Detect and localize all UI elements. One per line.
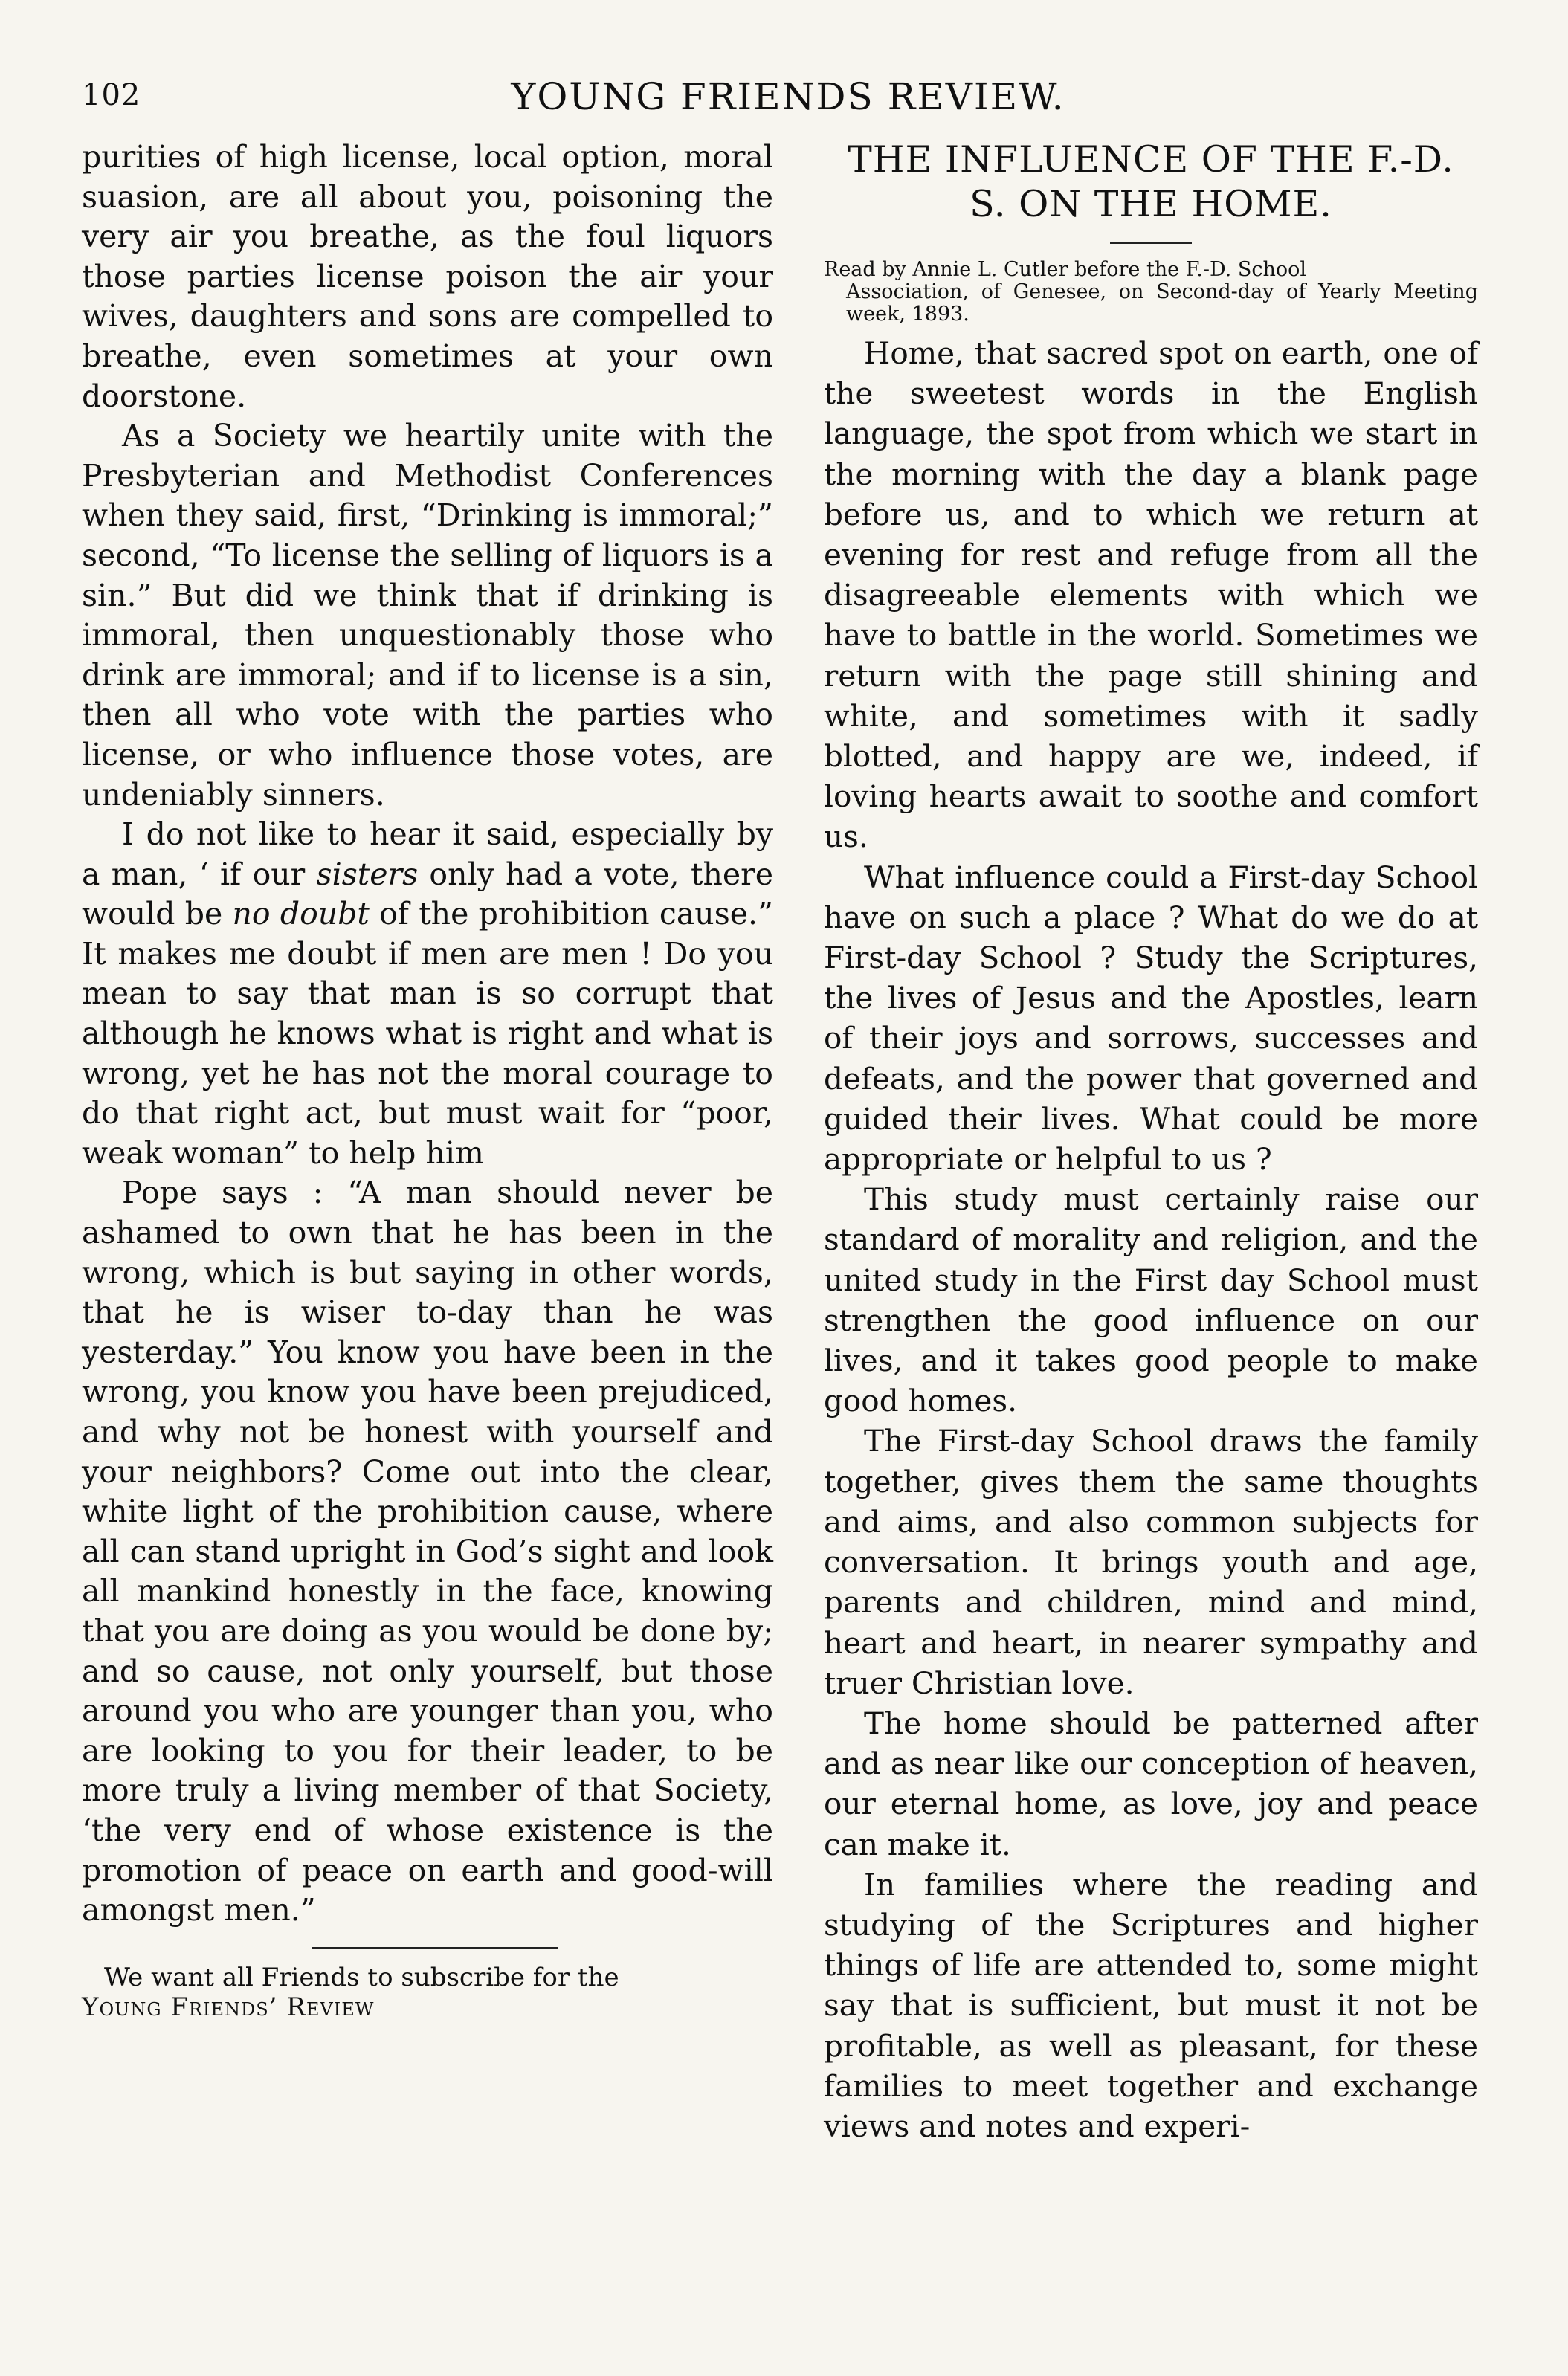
text-segment: I do not like to hear it said, especially by a man, ‘ if our xyxy=(82,816,773,892)
byline-line: Association, of Genesee, on Second-day of Yearly Meeting week, 1893. xyxy=(846,280,1478,326)
page-header xyxy=(82,75,1494,130)
page-number: 102 xyxy=(82,78,141,112)
paragraph: This study must certainly raise our standard of morality and religion, and the united study in the First day School must strengthen the good influence on our lives, and it takes good people to make good homes. xyxy=(824,1181,1478,1419)
paragraph xyxy=(82,138,773,416)
text-segment: only had a vote, there would be xyxy=(82,856,773,932)
article-title xyxy=(824,138,1478,227)
paragraph: Home, that sacred spot on earth, one of the sweetest words in the English language, the spot from which we start in the morning with the day a blank page before us, and to which we return at evening for rest and refuge from all the disagreeable elements with which we have to battle in the world. Sometimes we return with the page still shining and white, and sometimes with it sadly blotted, and happy are we, indeed, if loving hearts await to soothe and comfort us. xyxy=(824,335,1478,855)
paragraph: In families where the reading and studying of the Scriptures and higher things of life are attended to, some might say that is sufficient, but must it not be profitable, as well as pleasant, for these families to meet together and exchange views and notes and experi- xyxy=(824,1866,1478,2144)
italic-text: sisters xyxy=(316,856,419,892)
footnote-divider xyxy=(312,1947,558,1949)
paragraph: The home should be patterned after and as near like our conception of heaven, our eternal home, as love, joy and peace can make it. xyxy=(824,1705,1478,1862)
left-column-body xyxy=(82,138,773,1931)
text-segment: As a Society we heartily unite with the Presbyterian and Methodist Conferences when they said, first, “Drinking is immoral;” second, “To license the selling of liquors is a sin.” But did we think that if drinking is immoral, then unquestionably those who drink are immoral; and if to license is a sin, then all who vote with the parties who license, or who influence those votes, are undeniably sinners. xyxy=(82,418,773,813)
title-divider xyxy=(1110,242,1192,244)
paragraph xyxy=(82,416,773,815)
subscription-footnote xyxy=(82,1963,773,2022)
running-title: YOUNG FRIENDS REVIEW. xyxy=(511,75,1065,118)
article-title-line: THE INFLUENCE OF THE F.-D. xyxy=(848,138,1454,181)
footnote-line: We want all Friends to subscribe for the xyxy=(104,1962,619,1992)
byline-line: Read by Annie L. Cutler before the F.-D. School xyxy=(824,258,1306,281)
right-column-body xyxy=(824,333,1478,2146)
paragraph: The First-day School draws the family together, gives them the same thoughts and aims, and also common subjects for conversation. It brings youth and age, parents and children, mind and mind, heart and heart, in nearer sympathy and truer Christian love. xyxy=(824,1423,1478,1701)
article-title-line: S. ON THE HOME. xyxy=(969,183,1332,225)
text-segment: of the prohibition cause.” It makes me doubt if men are men ! Do you mean to say that man is so corrupt that although he knows what is right and what is wrong, yet he has not the moral courage to do that right act, but must wait for “poor, weak woman” to help him xyxy=(82,896,773,1171)
paragraph xyxy=(82,815,773,1173)
left-column xyxy=(82,138,773,2022)
footnote-line: Young Friends’ Review xyxy=(82,1992,375,2022)
paragraph xyxy=(82,1173,773,1930)
text-segment: Pope says : “A man should never be ashamed to own that he has been in the wrong, which is but saying in other words, that he is wiser to-day than he was yesterday.” You know you have been in the wrong, you know you have been prejudiced, and why not be honest with yourself and your neighbors? Come out into the clear, white light of the prohibition cause, where all can stand upright in God’s sight and look all mankind honestly in the face, knowing that you are doing as you would be done by; and so cause, not only yourself, but those around you who are younger than you, who are looking to you for their leader, to be more truly a living member of that Society, ‘the very end of whose existence is the promotion of peace on earth and good-will amongst men.” xyxy=(82,1175,773,1928)
right-column xyxy=(824,138,1478,2146)
article-byline xyxy=(824,259,1478,326)
text-segment: purities of high license, local option, moral suasion, are all about you, poisoning the very air you breathe, as the foul liquors those parties license poison the air your wives, daughters and sons are compelled to breathe, even sometimes at your own doorstone. xyxy=(82,139,773,414)
italic-text: no doubt xyxy=(232,896,370,932)
paragraph: What influence could a First-day School have on such a place ? What do we do at First-day School ? Study the Scriptures, the lives of Jesus and the Apostles, learn of their joys and sorrows, successes and defeats, and the power that governed and guided their lives. What could be more appropriate or helpful to us ? xyxy=(824,859,1478,1178)
